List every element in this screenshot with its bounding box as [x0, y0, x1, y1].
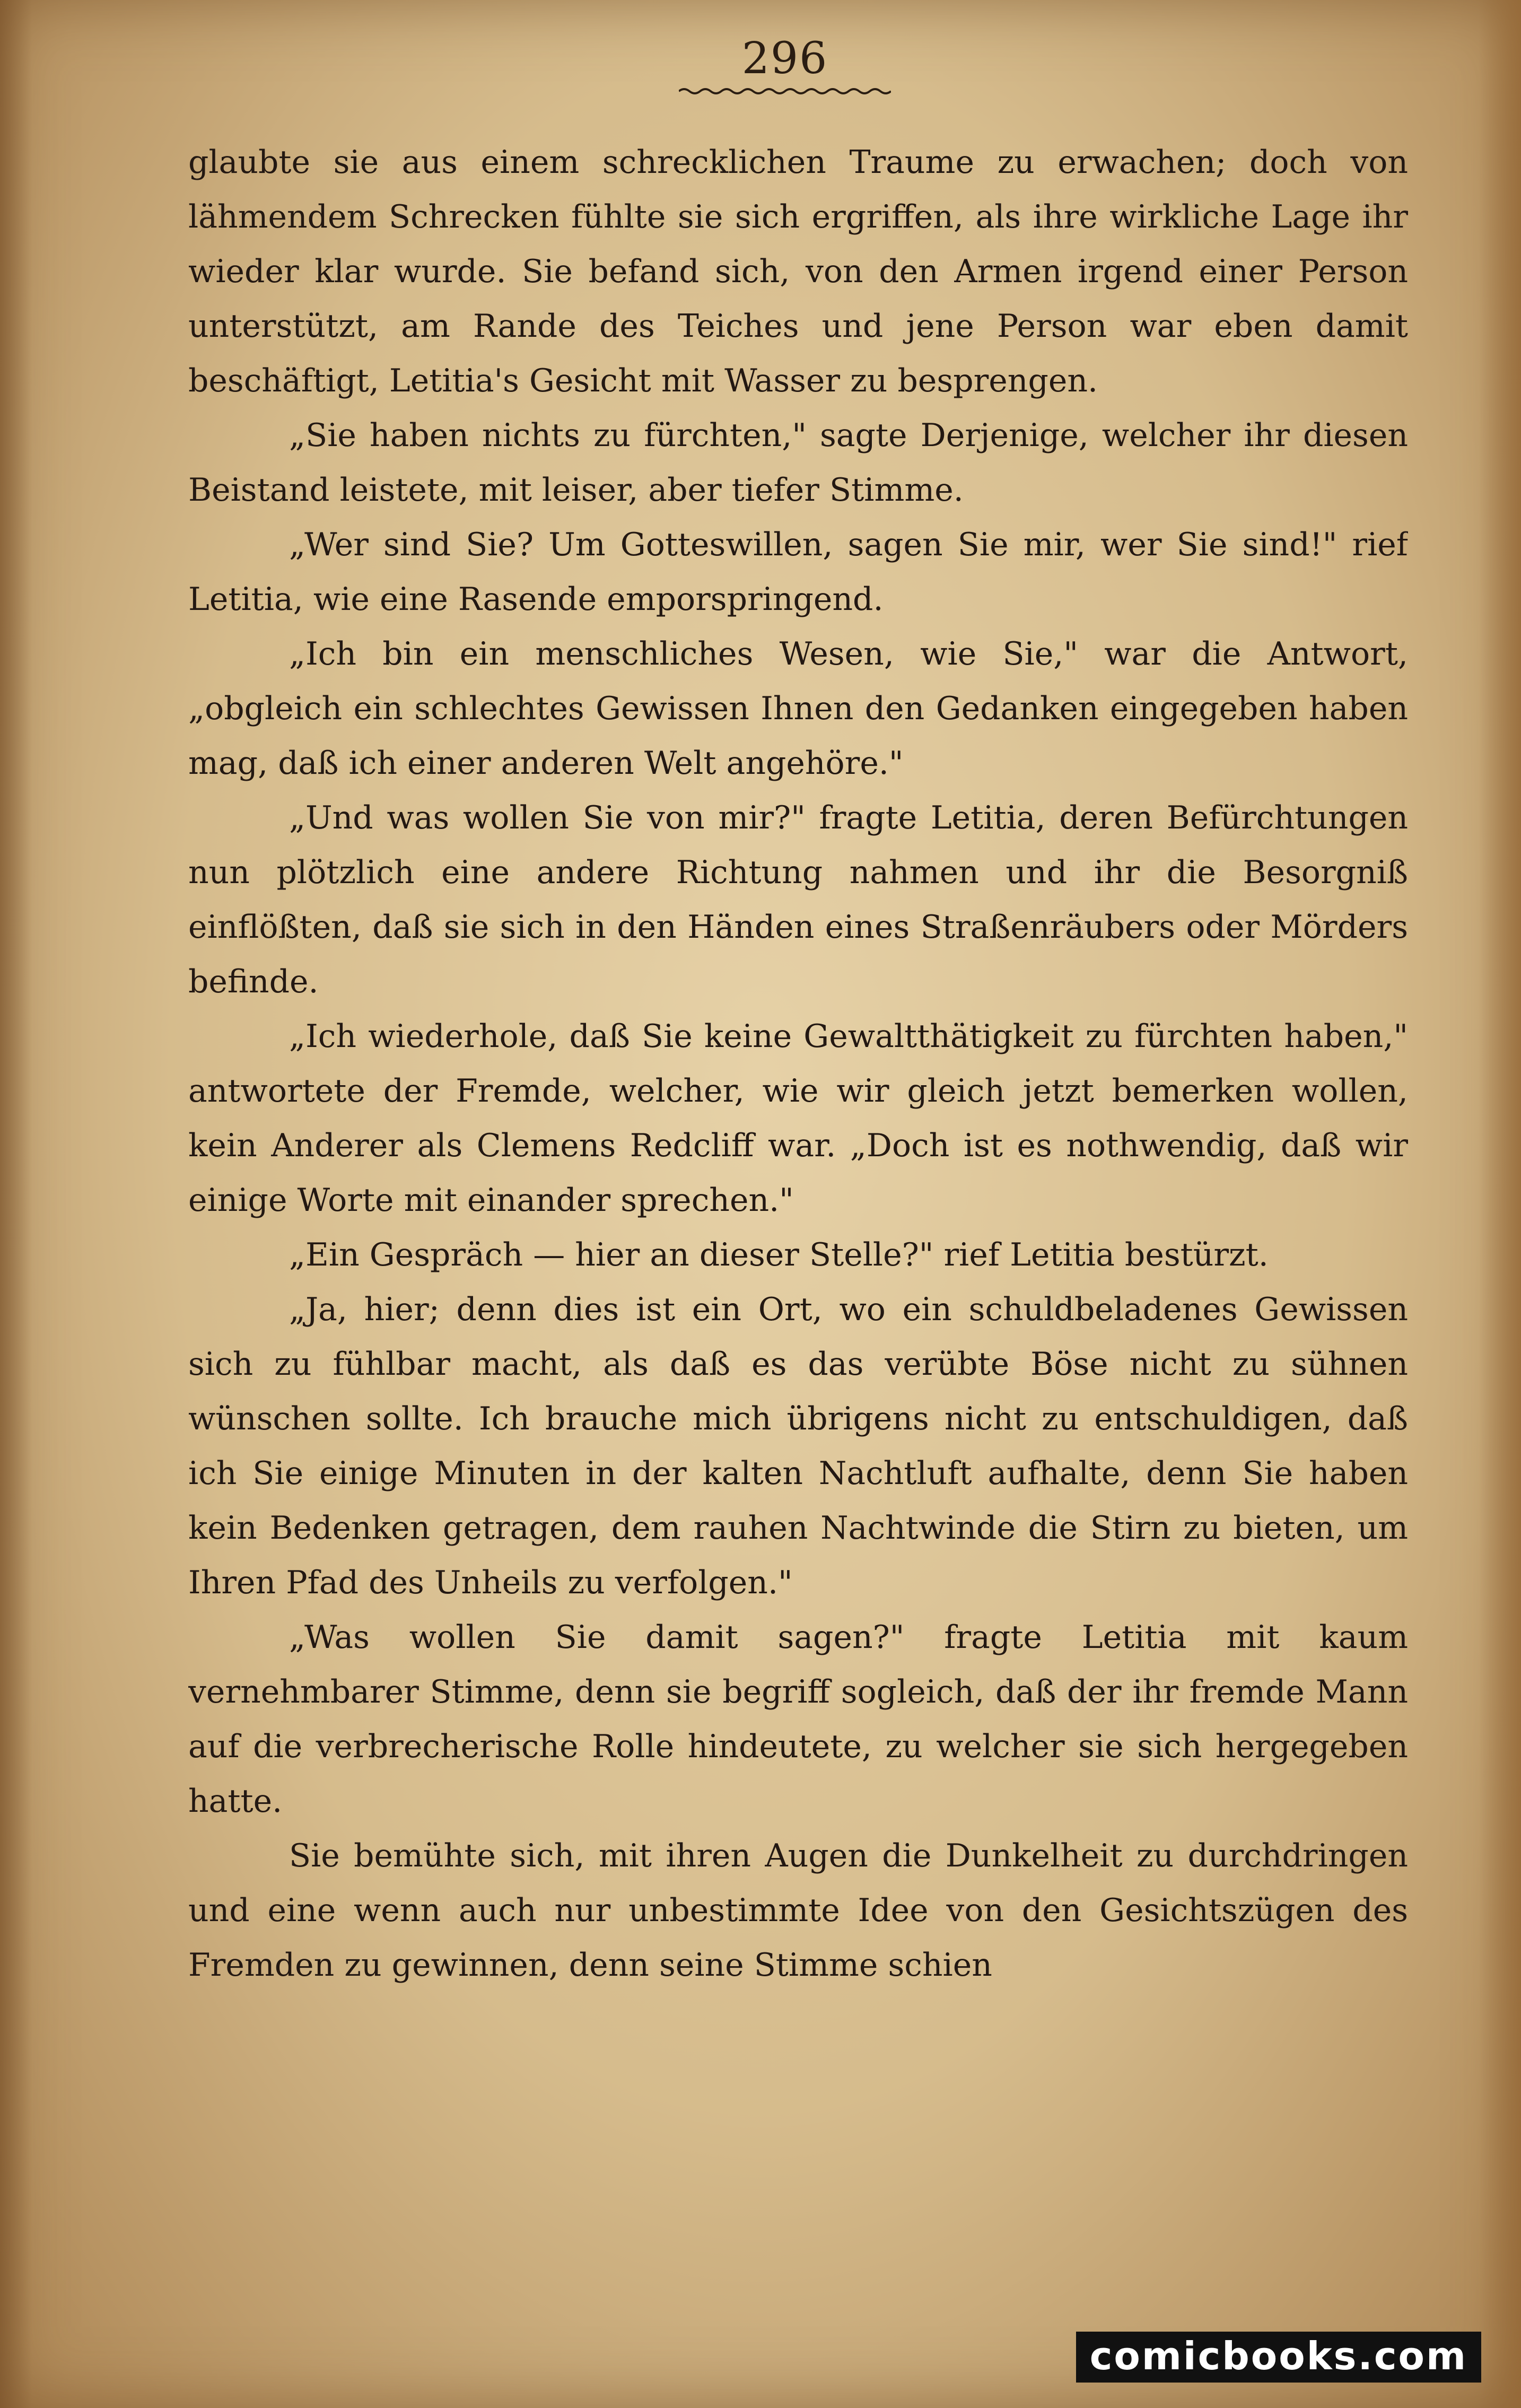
page-number: 296 [741, 33, 828, 84]
body-text [188, 135, 1408, 2161]
paragraph: glaubte sie aus einem schrecklichen Traume zu erwachen; doch von lähmendem Schrecken fühlte sie sich ergriffen, als ihre wirkliche Lage ihr wieder klar wurde. Sie befand sich, von den Armen irgend einer Person unterstützt, am Rande des Teiches und jene Person war eben damit beschäftigt, Letitia's Gesicht mit Wasser zu besprengen. [188, 144, 1408, 399]
paragraph: „Und was wollen Sie von mir?" fragte Letitia, deren Befürchtungen nun plötzlich eine andere Richtung nahmen und ihr die Besorgniß einflößten, daß sie sich in den Händen eines Straßenräubers oder Mörders befinde. [188, 799, 1408, 1000]
paragraph: Sie bemühte sich, mit ihren Augen die Dunkelheit zu durchdringen und eine wenn auch nur unbestimmte Idee von den Gesichtszügen des Fremden zu gewinnen, denn seine Stimme schien [188, 1837, 1408, 1984]
paragraph: „Ich bin ein menschliches Wesen, wie Sie," war die Antwort, „obgleich ein schlechtes Gewissen Ihnen den Gedanken eingegeben haben mag, daß ich einer anderen Welt angehöre." [188, 635, 1408, 782]
page-right-shadow [1479, 0, 1521, 2408]
paragraph: „Was wollen Sie damit sagen?" fragte Letitia mit kaum vernehmbarer Stimme, denn sie begriff sogleich, daß der ihr fremde Mann auf die verbrecherische Rolle hindeutete, zu welcher sie sich hergegeben hatte. [188, 1619, 1408, 1820]
paragraph: „Sie haben nichts zu fürchten," sagte Derjenige, welcher ihr diesen Beistand leistete, mit leiser, aber tiefer Stimme. [188, 417, 1408, 509]
page-header [668, 33, 902, 97]
page-left-shadow [0, 0, 32, 2408]
wavy-ornament-icon [668, 86, 902, 97]
watermark-badge: comicbooks.com [1076, 2332, 1481, 2383]
paragraph: „Ein Gespräch — hier an dieser Stelle?" rief Letitia bestürzt. [289, 1236, 1269, 1273]
paragraph: „Ja, hier; denn dies ist ein Ort, wo ein schuldbeladenes Gewissen sich zu fühlbar macht, als daß es das verübte Böse nicht zu sühnen wünschen sollte. Ich brauche mich übrigens nicht zu entschuldigen, daß ich Sie einige Minuten in der kalten Nachtluft aufhalte, denn Sie haben kein Bedenken getragen, dem rauhen Nachtwinde die Stirn zu bieten, um Ihren Pfad des Unheils zu verfolgen." [188, 1291, 1408, 1601]
paragraph: „Wer sind Sie? Um Gotteswillen, sagen Sie mir, wer Sie sind!" rief Letitia, wie eine Rasende emporspringend. [188, 526, 1408, 618]
paragraph: „Ich wiederhole, daß Sie keine Gewaltthätigkeit zu fürchten haben," antwortete der Fremde, welcher, wie wir gleich jetzt bemerken wollen, kein Anderer als Clemens Redcliff war. „Doch ist es nothwendig, daß wir einige Worte mit einander sprechen." [188, 1018, 1408, 1219]
